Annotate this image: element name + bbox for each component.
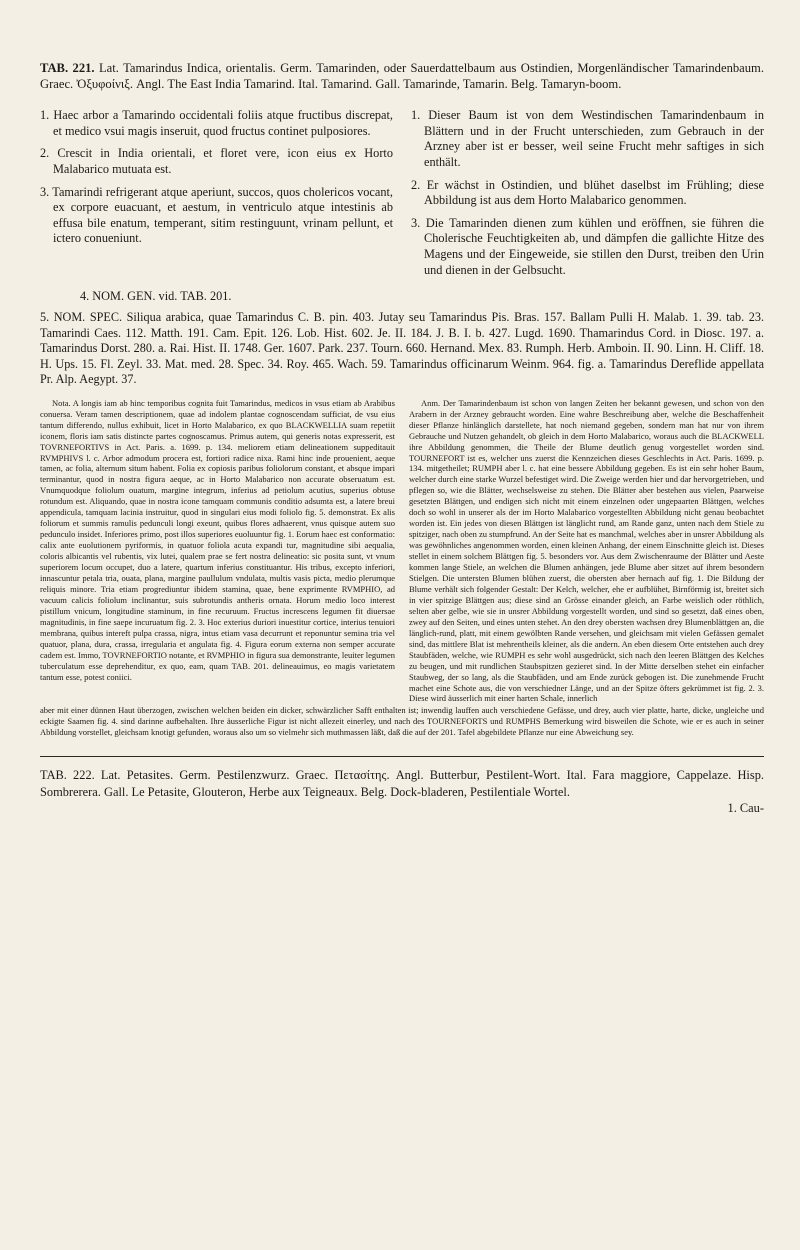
latin-column — [40, 108, 393, 285]
notes-columns — [40, 398, 764, 705]
next-entry-header: TAB. 222. Lat. Petasites. Germ. Pestilenzwurz. Graec. Πετασίτης. Angl. Butterbur, Pestilent-Wort. Ital. Fara maggiore, Cappelaze. Hisp. Sombrerera. Gall. Le Petasite, Glouteron, Herbe aux Teigneaux. Belg. Dock-bladeren, Pestilentiale Wortel. — [40, 768, 764, 800]
note-latin-column — [40, 398, 395, 705]
note-german: Anm. Der Tamarindenbaum ist schon von langen Zeiten her bekannt gewesen, und schon von den Arabern in der Arzney gebraucht worden. Eine wahre Beschreibung aber, welche die Beschaffenheit dieser Pflanze hinlänglich darstellete, hat noch niemand gegeben, sondern man hat nur von ihrem Gebrauche und Nutzen gehandelt, ob gleich in dem Horto Malabarico, woraus auch die BLACKWELL ihre Abbildung genommen, die Theile der Blume deutlich genug vorgestellet worden sind. TOURNEFORT ist es, welcher uns zuerst die Kennzeichen dieses Geschlechts in Act. Paris. 1699. p. 134. mitgetheilet; RUMPH aber l. c. hat eine bessere Abbildung gegeben. Es ist ein sehr hoher Baum, welcher durch eine starke Wurzel befestiget wird. Die Zweige werden hier und dar hervorgetrieben, und pflegen so, wie die Blätter, wechselsweise zu stehen. Die Blätter aber bestehen aus vielen, Paarweise gesetzten Blättgen, und endigen sich nicht mit einem einzelnen oder ungepaarten Blättgen, welches doch so wohl in unserer als der im Horto Malabarico vorgestellten Abbildung nicht genau beobachtet worden ist. Ein jedes von diesen Blättgen ist länglicht rund, am Rande ganz, unten nach dem Stiele zu spitziger, nach oben zu stumpfrund. An der Seite hat es manchmal, welches aber in unsrer Abbildung als was gewöhnliches angenommen worden, einen kleinen Anhang, der einem Einschnitte gleich ist. Dieses stellet in einem solchem Blättgen fig. 5. besonders vor. Aus dem Zwischenraume der Blätter und Aeste kommen lange Stiele, an welchen die Blumen anhängen, jede Blume aber sitzet auf ihrem besondern Stielgen. Die untersten Blumen blühen zuerst, die obersten aber hernach auf fig. 1. Die Bildung der Blume verhält sich folgender Gestalt: Der Kelch, welcher, ehe er aufblühet, Birnförmig ist, breitet sich in vier spitzige Blättgen aus; diese sind an Grösse einander gleich, an Farbe weislich oder röthlich, selten aber gelbe, wie sie in unsrer Abbildung vorgestellt worden, und sind so gesetzt, daß eines oben, zwey auf den Seiten, und eines unten stehet. An den drey obersten wachsen drey Blumenblättgen an, die länglich-rund, platt, mit einem gewölbten Rande versehen, und gleichsam mit vielen Gefässen gemalet sind, das mittlere Blat ist mehrentheils kleiner, als die andern. An eben diesem Orte entstehen auch drey Staubfäden, welche, wie RUMPH es sehr wohl ausgedrückt, sich nach den leeren Blättgen des Kelches zu beugen, und mit rundlichen Staubspitzen gezieret sind. In der Mitte derselben stehet ein einfacher Staubweg, der so lang, als die Staubfäden, und am Ende zurück gebogen ist. Die zunehmende Frucht machet eine Schote aus, die von verschiedner Länge, und an der Spitze öfters gekrümmet ist fig. 2. 3. Diese wird äusserlich mit einer harten Schale, innerlich — [409, 397, 764, 704]
german-column — [411, 108, 764, 285]
german-paragraph: 2. Er wächst in Ostindien, und blühet daselbst im Frühling; diese Abbildung ist aus dem Horto Malabarico genommen. — [411, 177, 764, 208]
latin-paragraph: 3. Tamarindi refrigerant atque aperiunt, succos, quos cholericos vocant, ex corpore euacuant, et aestum, in ventriculo atque intestinis ab effusa bile enatum, temperant, sitim restinguunt, vrinam pellunt, et ictero conueniunt. — [40, 184, 393, 246]
german-paragraph: 3. Die Tamarinden dienen zum kühlen und eröffnen, sie führen die Cholerische Feuchtigkeiten ab, und dämpfen die gallichte Hitze des Magens und der Eingeweide, sie stillen den Durst, treiben den Urin und dienen in der Gelbsucht. — [411, 215, 764, 277]
tab-label: TAB. 221. — [40, 61, 95, 75]
divider — [40, 756, 764, 757]
main-columns — [40, 108, 764, 285]
latin-paragraph: 2. Crescit in India orientali, et floret vere, icon eius ex Horto Malabarico mutuata est. — [40, 146, 393, 177]
synonyms: 5. NOM. SPEC. Siliqua arabica, quae Tamarindus C. B. pin. 403. Jutay seu Tamarindus Pis. Bras. 157. Ballam Pulli H. Malab. 1. 39. tab. 23. Tamarindi Caes. 112. Matth. 191. Cam. Epit. 126. Lob. Hist. 602. Je. II. 184. J. B. I. b. 427. Lugd. 1690. Thamarindus Cord. in Diosc. 197. a. Tamarindus Dorst. 280. a. Rai. Hist. II. 1748. Ger. 1607. Park. 237. Tourn. 660. Hernand. Mex. 83. Rumph. Herb. Amboin. II. 90. Linn. H. Cliff. 18. H. Ups. 15. Fl. Zeyl. 33. Mat. med. 28. Spec. 34. Roy. 465. Wach. 59. Tamarindus officinarum Weinm. 964. fig. a. Tamarindus Dereflide appellata Pr. Alp. Aegypt. 37. — [40, 310, 764, 387]
catchword: 1. Cau- — [727, 800, 764, 815]
latin-paragraph: 1. Haec arbor a Tamarindo occidentali foliis atque fructibus discrepat, et medico vsui magis inseruit, quod fructus continet pulposiores. — [40, 108, 393, 138]
header-names: Lat. Tamarindus Indica, orientalis. Germ. Tamarinden, oder Sauerdattelbaum aus Ostindien, Morgenländischer Tamarindenbaum. Graec. Ὀξυφοίνιξ. Angl. The East India Tamarind. Ital. Tamarind. Gall. Tamarinde, Tamarin. Belg. Tamaryn-boom. — [40, 61, 764, 92]
german-paragraph: 1. Dieser Baum ist von dem Westindischen Tamarindenbaum in Blättern und in der Frucht unterschieden, zum Gebrauch in der Arzney aber ist er besser, weil seine Frucht mehr saftiges in sich enthält. — [411, 108, 764, 170]
nom-gen: 4. NOM. GEN. vid. TAB. 201. — [80, 289, 232, 304]
note-latin: Nota. A longis iam ab hinc temporibus cognita fuit Tamarindus, medicos in vsus etiam ab Arabibus conuersa. Veram tamen descriptionem, quae ad indolem plantae cognoscendam sufficiat, de vsu eius tantum differendo, nullus exhibuit, licet in Horto Malabarico, ex quo BLACKWELLIA suam repetiit iconem, floris iam satis distincte partes cognoscamus. Primus autem, qui generis notas expresserit, est TOVRNEFORTIVS in Act. Paris. a. 1699. p. 134. meliorem etiam delineationem suppeditauit RVMPHIVS l. c. Arbor admodum procera est, fortiori radice nixa. Rami hinc inde prouenient, aeque tamen, ac folia, alternum situm habent. Folia ex copiosis paribus foliolorum constant, et absque impari terminantur, quod in nostra figura aeque, ac in Horto Malabarico non accurate obseruatum est. Vnumquodque foliolum ouatum, margine integrum, inferius ad petiolum acutius, superius obtuse rotundum est. Aliquando, quae in nostra icone tamquam communis conditio adsumta est, a latere breui appendicula, tamquam lacinia instruitur, quod in singulari eius modi foliolo fig. 5. demonstrat. Ex alis foliorum et summis ramulis pedunculi longi exeunt, quibus flores adhaerent, vnus quisque autem suo pedunculo insidet. Inferiores primo, post illos superiores euoluuntur fig. 1. Eorum haec est conformatio: calix ante euolutionem pyriformis, in quatuor foliola acuta expandi tur, magnitudine sibi aequalia, coloris albicantis vel rubentis, vix lutei, qualem prae se fert nostra delineatio: sic posita sunt, vt vnum superiorem locum occupet, duo a latere, quartum inferius constituantur. His tribus, excepto inferiori, innascuntur petala tria, ouata, plana, margine paullulum vndulata, multis vasis picta, medio plerumque reliquis minore. Tria etiam progrediuntur ibidem stamina, quae, bene exprimente RVMPHIO, ad vacuum calicis foliolum inclinantur, suis subrotundis antheris ornata. Horum medio loco interest pistillum vnicum, longitudine staminum, in fine recuruum. Fructus increscens legumen fit diuersae magnitudinis, in fine saepe incuruatum fig. 2. 3. Hoc exterius duriori inuestitur cortice, interius tenuiori membrana, quibus intereft pulpa crassa, nigra, intus etiam vasa decurrunt et reponuntur semina tria vel quatuor, plana, dura, crassa, irregularia et angulata fig. 4. Figura eorum externa non semper accurate cadem est. Immo, TOVRNEFORTIO notante, et RVMPHIO in figura sua demonstrante, leuiter legumen tuberculatum esse deprehenditur, ex quo, eam, quam TAB. 201. delineauimus, eo magis varietatem tantum esse, potest coniici. — [40, 397, 395, 682]
note-german-column — [409, 398, 764, 705]
entry-header — [40, 60, 764, 92]
note-continuation: aber mit einer dünnen Haut überzogen, zwischen welchen beiden ein dicker, schwärzlicher Safft enthalten ist; inwendig lauffen auch verschiedene Gefässe, und drey, auch vier platte, harte, dicke, ungleiche und eckigte Saamen fig. 4. sind darinne aufbehalten. Ihre äusserliche Figur ist nicht allezeit einerley, und nach des TOURNEFORTS und RUMPHS Bemerkung wird bisweilen die Schote, wie er es auch in seiner Abbildung vorstellet, gleichsam knotigt gefunden, woraus also um so vielmehr sich muthmassen läßt, daß die auf der 201. Tafel abgebildete Pflanze nur eine Abweichung sey. — [40, 705, 764, 738]
